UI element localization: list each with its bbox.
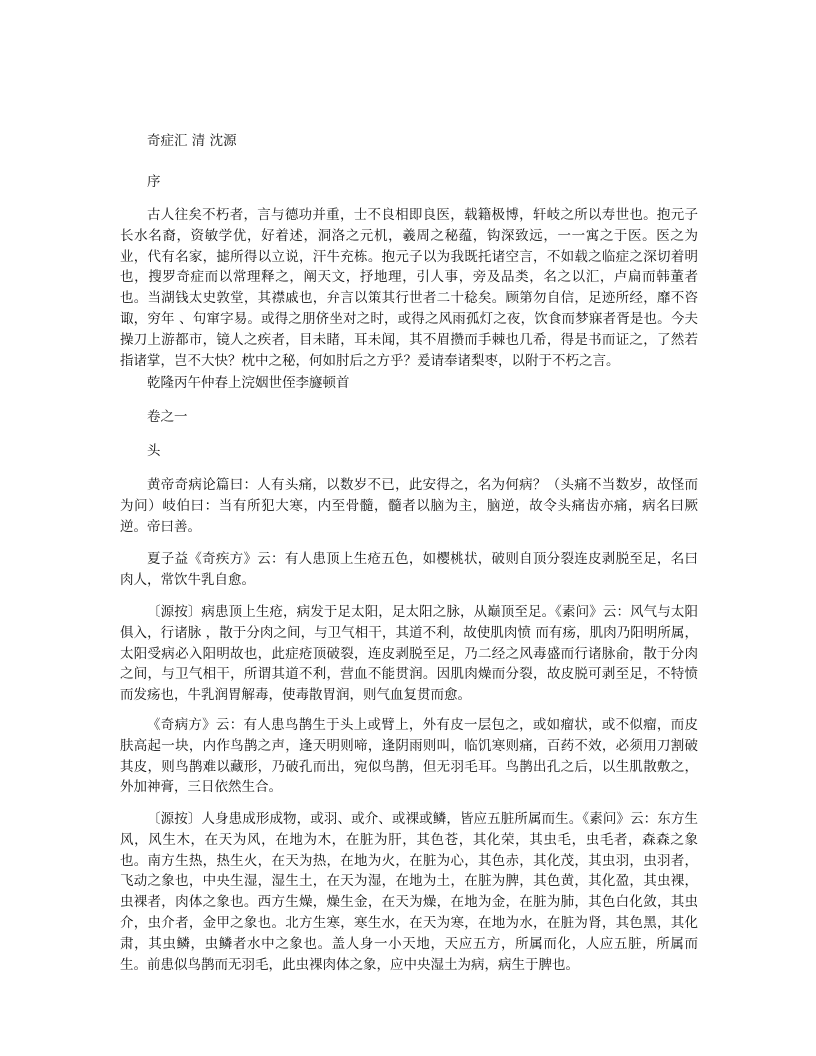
body-paragraph: 〔源按〕人身患成形成物，或羽、或介、或裸或鳞，皆应五脏所属而生。《素问》云：东方生风，风生木，在天为风，在地为木，在脏为肝，其色苍，其化荣，其虫毛，虫毛者，森森之象也。南方生热，热生火，在天为热，在地为火，在脏为心，其色赤，其化茂，其虫羽，虫羽者，飞动之象也，中央生湿，湿生土，在天为湿，在地为土，在脏为脾，其色黄，其化盈，其虫裸，虫裸者，肉体之象也。西方生燥，燥生金，在天为燥，在地为金，在脏为肺，其色白化敛，其虫介，虫介者，金甲之象也。北方生寒，寒生水，在天为寒，在地为水，在脏为肾，其色黑，其化肃，其虫鳞，虫鳞者水中之象也。盖人身一小天地，天应五方，所属而化，人应五脏，所属而生。前患似鸟鹊而无羽毛，此虫裸肉体之象，应中央湿土为病，病生于脾也。 [120,811,698,973]
preface-heading: 序 [147,174,161,190]
body-paragraph: 夏子益《奇疾方》云：有人患顶上生疮五色，如樱桃状，破则自顶分裂连皮剥脱至足，名曰肉人，常饮牛乳自愈。 [120,551,698,588]
preface-paragraph: 古人往矣不朽者，言与德功并重，士不良相即良医，载籍极博，轩岐之所以寿世也。抱元子长水名裔，资敏学优，好着述，洞洛之元机，羲周之秘蕴，钩深致远，一一寓之于医。医之为业，代有名家，摅所得以立说，汗牛充栋。抱元子以为我既托诸空言，不如载之临症之深切着明也，搜罗奇症而以常理释之，阐天文，抒地理，引人事，旁及品类，名之以汇，卢扁而韩董者也。当湖钱太史敦堂，其襟戚也，弁言以策其行世者二十稔矣。顾第勿自信，足迹所经，靡不咨诹，穷年 、句窜字易。或得之朋侪坐对之时，或得之风雨孤灯之夜，饮食而梦寐者胥是也。今夫操刀上游都市，镜人之疾者，目未睹，耳未闻，其不眉攒而手棘也几希，得是书而证之，了然若指诸掌，岂不大快？枕中之秘，何如肘后之方乎？爰请奉诸梨枣，以附于不朽之言。 [120,207,698,369]
body-paragraph: 〔源按〕病患顶上生疮，病发于足太阳，足太阳之脉，从巅顶至足。《素问》云：风气与太阳俱入，行诸脉 ，散于分肉之间，与卫气相干，其道不利，故使肌肉愤 而有疡，肌肉乃阳明所属，太阳受病必入阳明故也，此症疮顶破裂，连皮剥脱至足，乃二经之风毒盛而行诸脉俞，散于分肉之间，与卫气相干，所谓其道不利，营血不能贯润。因肌肉燥而分裂，故皮脱可剥至足，不特愤 而发疡也，牛乳润胃解毒，使毒散胃润，则气血复贯而愈。 [120,604,698,704]
section-heading: 头 [147,443,161,459]
preface-signature: 乾隆丙午仲春上浣姻世侄李旞顿首 [147,375,350,391]
document-title: 奇症汇 清 沈源 [147,133,237,149]
body-paragraph: 黄帝奇病论篇曰：人有头痛，以数岁不已，此安得之，名为何病？（头痛不当数岁，故怪而为问）岐伯曰：当有所犯大寒，内至骨髓，髓者以脑为主，脑逆，故令头痛齿亦痛，病名曰厥逆。帝曰善。 [120,477,698,535]
volume-heading: 卷之一 [147,409,188,425]
body-paragraph: 《奇病方》云：有人患鸟鹊生于头上或臂上，外有皮一层包之，或如瘤状，或不似瘤，而皮肤高起一块，内作鸟鹊之声，逢天明则啼，逢阴雨则叫，临饥寒则痛，百药不效，必须用刀割破其皮，则鸟鹊难以藏形，乃破孔而出，宛似鸟鹊，但无羽毛耳。鸟鹊出孔之后，以生肌散敷之，外加神膏，三日依然生合。 [120,717,698,796]
